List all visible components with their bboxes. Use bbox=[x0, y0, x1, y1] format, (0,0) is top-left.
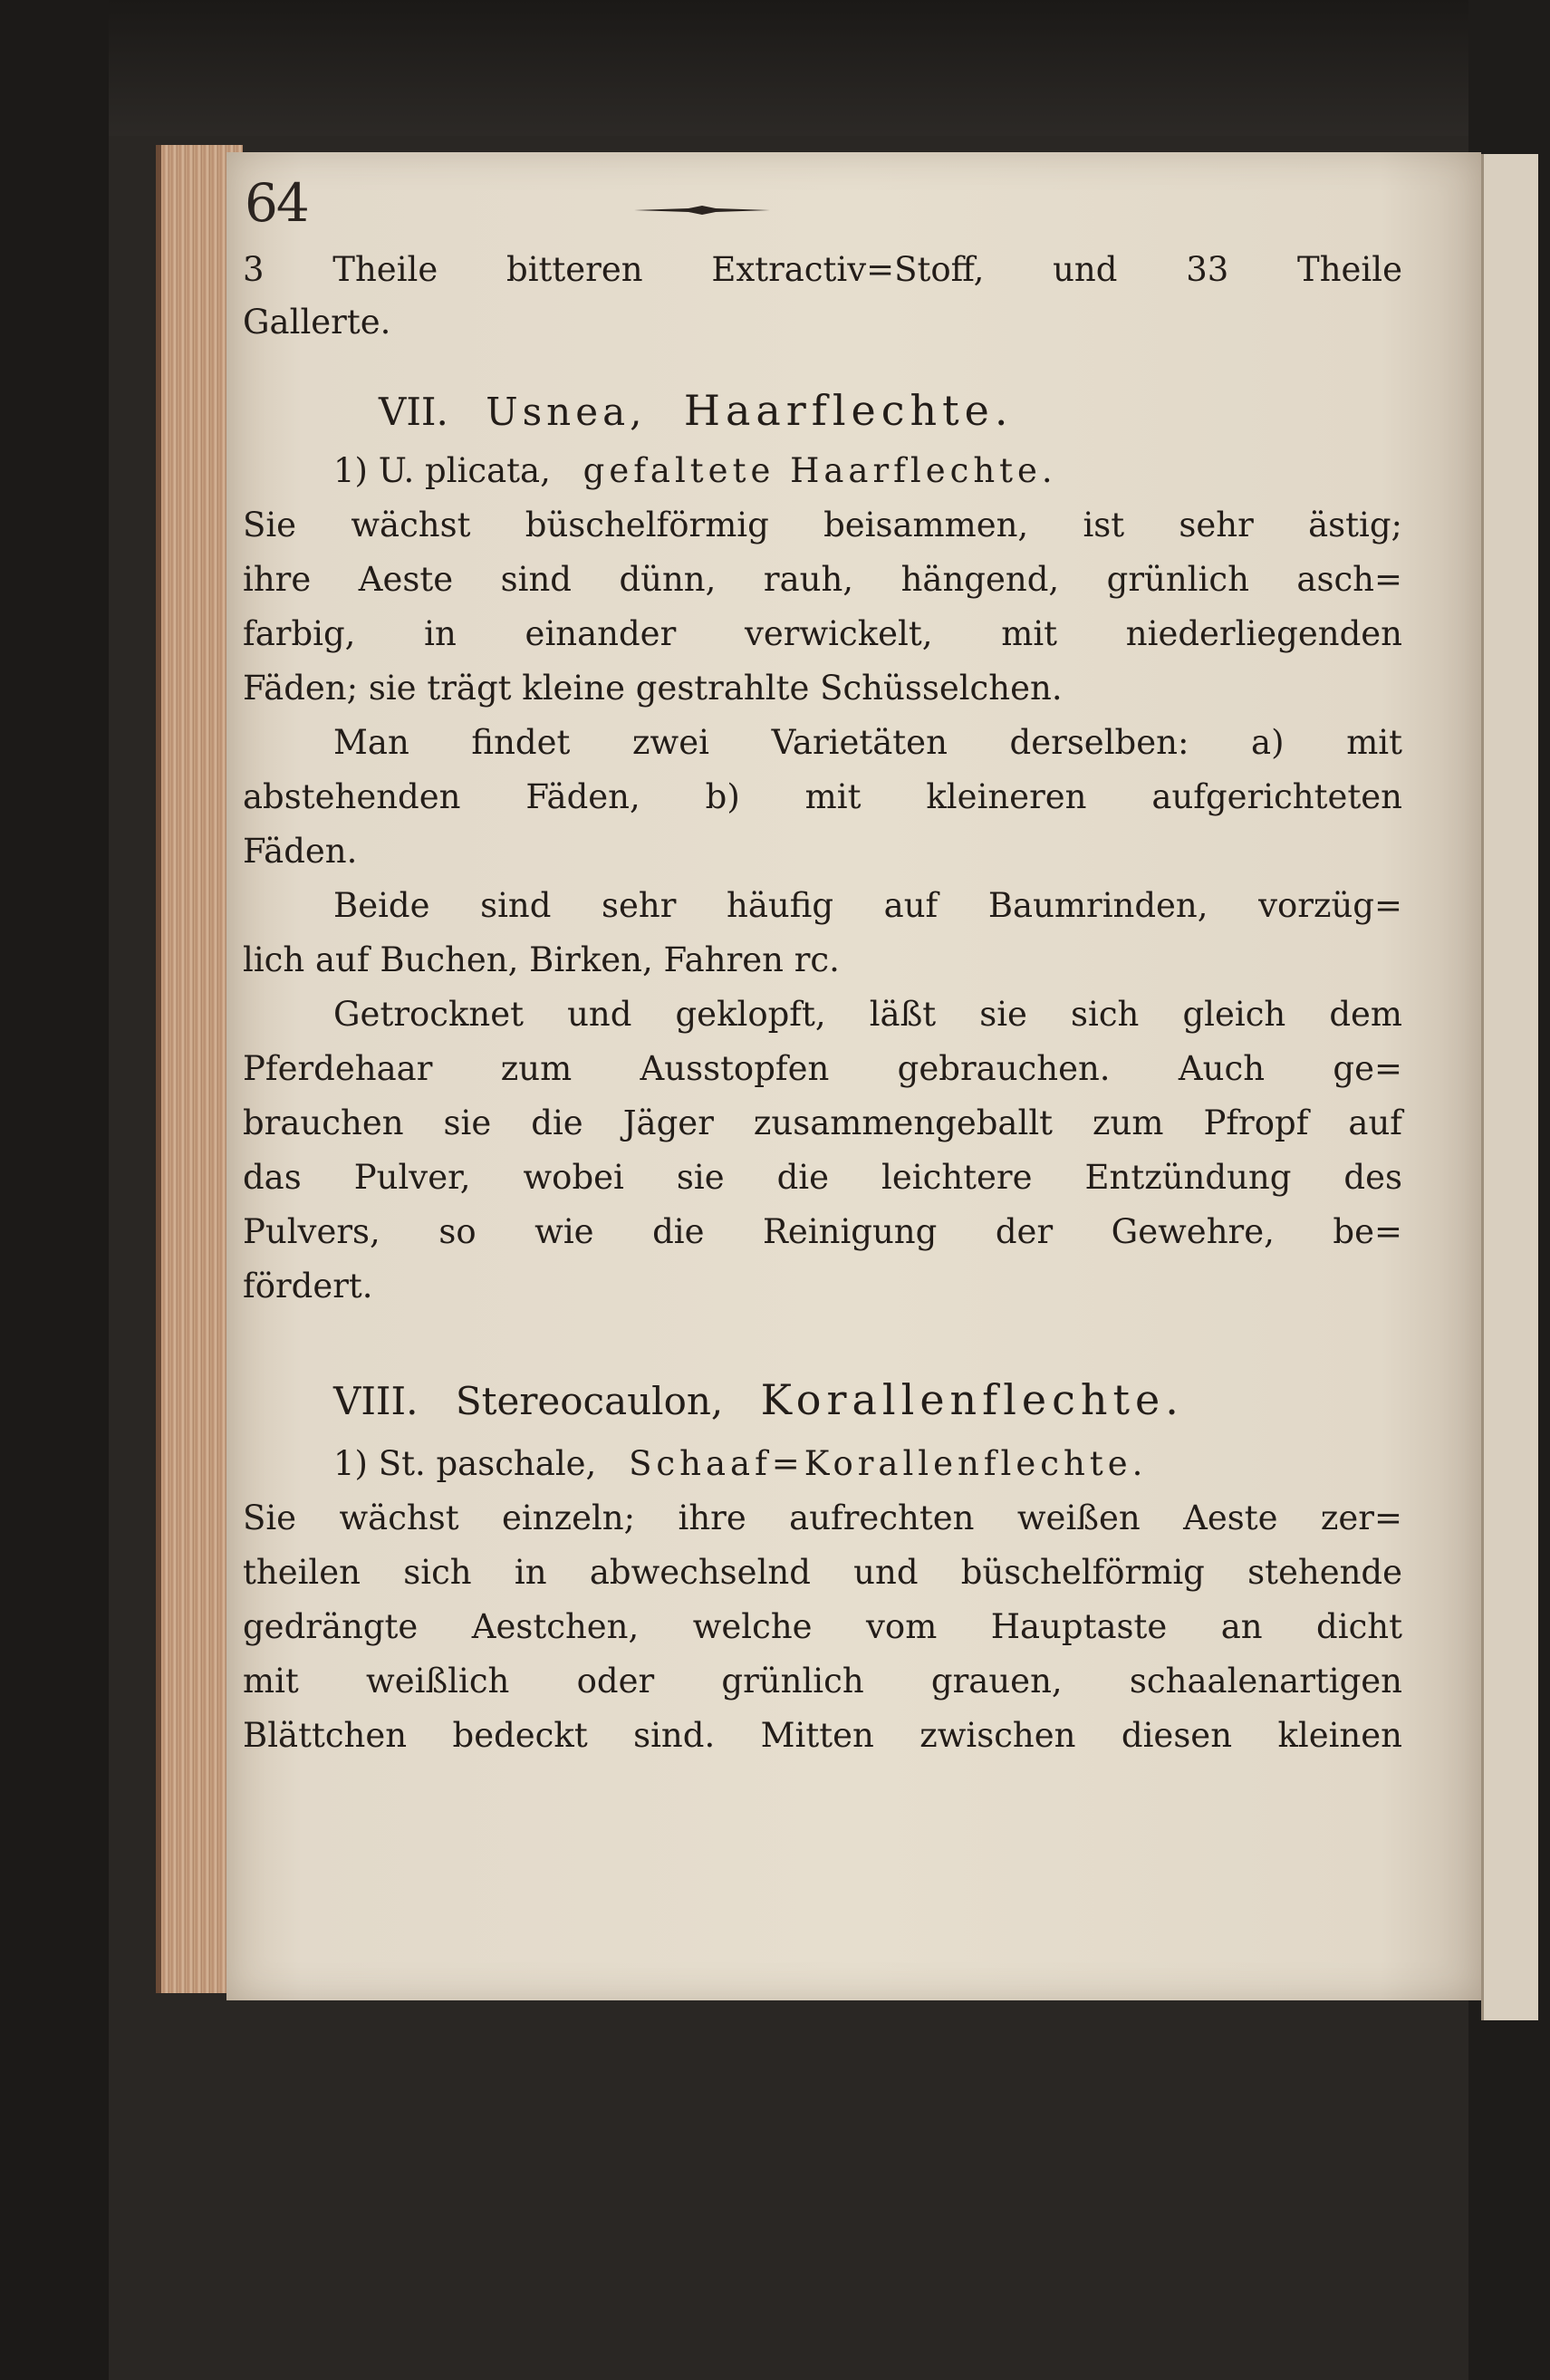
text-line: Sie wächst büschelförmig beisammen, ist sehr ästig; bbox=[243, 506, 1402, 544]
section-heading-viii bbox=[333, 1368, 1184, 1431]
item-label: 1) St. paschale, bbox=[333, 1444, 597, 1483]
heading-latin: Stereocaulon, bbox=[455, 1379, 724, 1423]
text-line: theilen sich in abwechselnd und büschelförmig stehende bbox=[243, 1553, 1402, 1592]
item-name: Schaaf=Korallenflechte. bbox=[629, 1444, 1148, 1483]
page-number: 64 bbox=[245, 172, 308, 234]
page-text bbox=[243, 245, 1402, 1875]
text-line: Fäden; sie trägt kleine gestrahlte Schüsselchen. bbox=[243, 669, 1063, 708]
text-line: fördert. bbox=[243, 1267, 373, 1306]
text-line: Beide sind sehr häufig auf Baumrinden, vorzüg= bbox=[333, 886, 1402, 925]
page-header bbox=[245, 172, 1395, 254]
text-line: Gallerte. bbox=[243, 303, 391, 342]
text-line: Fäden. bbox=[243, 832, 358, 871]
text-line: 3 Theile bitteren Extractiv=Stoff, und 33 Theile bbox=[243, 250, 1402, 289]
text-line: abstehenden Fäden, b) mit kleineren aufgerichteten bbox=[243, 777, 1402, 816]
text-line: Blättchen bedeckt sind. Mitten zwischen diesen kleinen bbox=[243, 1716, 1402, 1755]
item-name: gefaltete Haarflechte. bbox=[582, 451, 1057, 490]
text-line: Pulvers, so wie die Reinigung der Gewehre, be= bbox=[243, 1212, 1402, 1251]
text-line: Sie wächst einzeln; ihre aufrechten weißen Aeste zer= bbox=[243, 1498, 1402, 1537]
heading-number: VIII. bbox=[333, 1379, 419, 1423]
text-line: brauchen sie die Jäger zusammengeballt zum Pfropf auf bbox=[243, 1103, 1402, 1142]
text-line: Getrocknet und geklopft, läßt sie sich gleich dem bbox=[333, 995, 1402, 1034]
heading-latin: Usnea, bbox=[486, 390, 647, 434]
heading-german: Korallenflechte. bbox=[760, 1375, 1184, 1424]
item-label: 1) U. plicata, bbox=[333, 451, 551, 490]
header-ornament-icon bbox=[634, 204, 770, 217]
heading-german: Haarflechte. bbox=[683, 386, 1014, 435]
text-line: mit weißlich oder grünlich grauen, schaalenartigen bbox=[243, 1662, 1402, 1701]
text-line: lich auf Buchen, Birken, Fahren rc. bbox=[243, 940, 840, 979]
item-line bbox=[333, 1439, 1402, 1489]
text-line: ihre Aeste sind dünn, rauh, hängend, grünlich asch= bbox=[243, 560, 1402, 599]
text-line: gedrängte Aestchen, welche vom Hauptaste an dicht bbox=[243, 1607, 1402, 1646]
background-top bbox=[0, 0, 1550, 136]
item-line bbox=[333, 446, 1402, 496]
background-left bbox=[0, 0, 109, 2380]
text-line: farbig, in einander verwickelt, mit niederliegenden bbox=[243, 614, 1402, 653]
text-line: das Pulver, wobei sie die leichtere Entzündung des bbox=[243, 1158, 1402, 1197]
text-line: Pferdehaar zum Ausstopfen gebrauchen. Auch ge= bbox=[243, 1049, 1402, 1088]
facing-page-edge bbox=[1481, 154, 1538, 2020]
section-heading-vii bbox=[379, 379, 1013, 442]
text-line: Man findet zwei Varietäten derselben: a) mit bbox=[333, 723, 1402, 762]
heading-number: VII. bbox=[379, 390, 448, 434]
